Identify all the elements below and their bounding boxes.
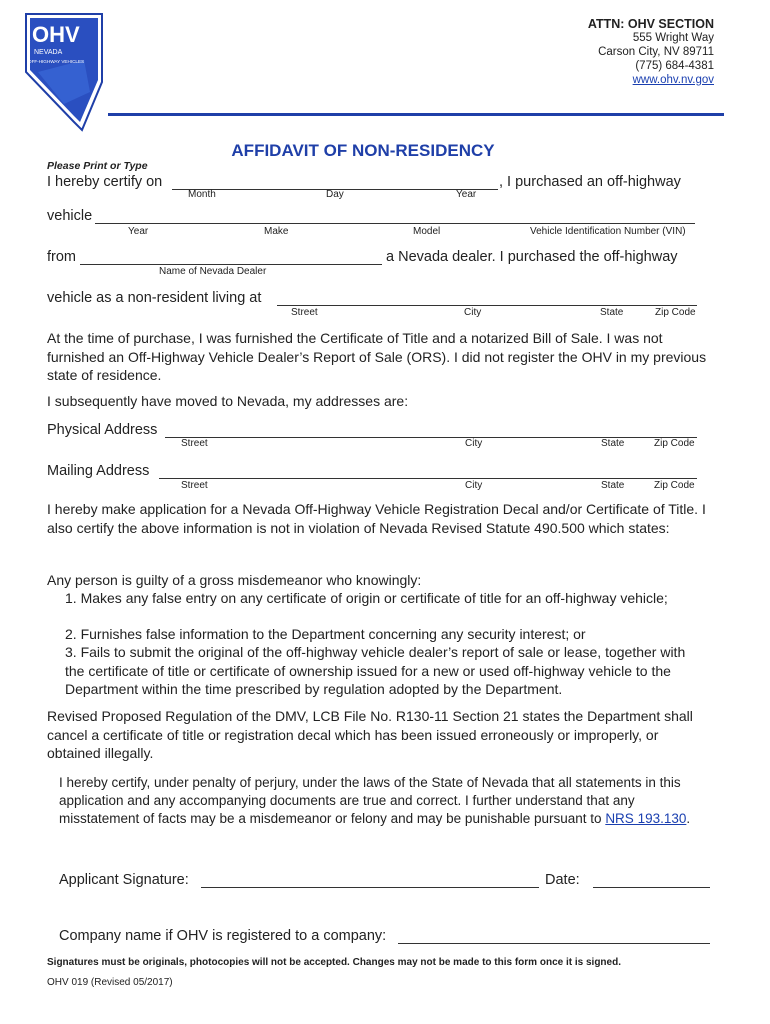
ohv-logo — [24, 12, 104, 134]
physical-street-label: Street — [181, 438, 208, 449]
website-link[interactable]: www.ohv.nv.gov — [632, 74, 714, 86]
purchase-paragraph: At the time of purchase, I was furnished the Certificate of Title and a notarized Bill of Sale. I was not furnished an Off-Highway Vehicle Dealer’s Report of Sale (ORS). I did not register the OHV in my previous state of residence. — [47, 330, 707, 383]
nonres-street-label: Street — [291, 307, 318, 318]
nrs-link[interactable]: NRS 193.130 — [605, 811, 687, 826]
footer-note: Signatures must be originals, photocopies will not be accepted. Changes may not be made to this form once it is signed. — [47, 957, 621, 968]
regulation-paragraph: Revised Proposed Regulation of the DMV, LCB File No. R130-11 Section 21 states the Department shall cancel a certificate of title or registration decal which has been issued erroneously or improperly, or obtained illegally. — [47, 708, 693, 761]
vehicle-year-label: Year — [128, 226, 149, 237]
dealer-name-field[interactable] — [80, 264, 382, 265]
mailing-zip-label: Zip Code — [654, 480, 695, 491]
nonres-prefix: vehicle as a non-resident living at — [47, 290, 262, 306]
mailing-street-label: Street — [181, 480, 208, 491]
svg-text:OFF-HIGHWAY VEHICLES: OFF-HIGHWAY VEHICLES — [28, 59, 85, 64]
vin-label: Vehicle Identification Number (VIN) — [530, 226, 686, 237]
statute-item-2: 2. Furnishes false information to the Department concerning any security interest; or — [65, 626, 586, 642]
signature-field[interactable] — [201, 887, 539, 888]
vehicle-prefix: vehicle — [47, 208, 93, 224]
physical-zip-label: Zip Code — [654, 438, 695, 449]
city-line: Carson City, NV 89711 — [598, 46, 714, 58]
moved-statement: I subsequently have moved to Nevada, my addresses are: — [47, 393, 409, 409]
physical-address-prefix: Physical Address — [47, 422, 158, 438]
statute-item-3: 3. Fails to submit the original of the off-highway vehicle dealer’s report of sale or lease, together with the certificate of title or certificate of ownership issued for a new or used off-highway vehicle to the Department within the time prescribed by regulation adopted by the Department. — [65, 644, 686, 697]
agency-address — [588, 17, 714, 87]
certify-prefix: I hereby certify on — [47, 174, 163, 190]
from-prefix: from — [47, 249, 76, 265]
page-title: AFFIDAVIT OF NON-RESIDENCY — [231, 141, 495, 160]
nonres-zip-label: Zip Code — [655, 307, 696, 318]
dealer-name-label: Name of Nevada Dealer — [159, 266, 267, 277]
nonres-state-label: State — [600, 307, 624, 318]
mailing-state-label: State — [601, 480, 625, 491]
year-label: Year — [456, 189, 477, 200]
statute-intro: Any person is guilty of a gross misdemeanor who knowingly: — [47, 572, 422, 588]
vehicle-field[interactable] — [95, 223, 695, 224]
date-field[interactable] — [593, 887, 710, 888]
svg-text:OHV: OHV — [32, 22, 80, 47]
attn-line: ATTN: OHV SECTION — [587, 17, 714, 31]
perjury-text: I hereby certify, under penalty of perjury, under the laws of the State of Nevada that all statements in this application and any accompanying documents are true and correct. I further understand that any misstatement of facts may be a misdemeanor or felony and may be punishable pursuant to — [59, 775, 681, 826]
vehicle-model-label: Model — [413, 226, 441, 237]
mailing-address-field[interactable] — [159, 478, 697, 479]
street-line: 555 Wright Way — [632, 32, 714, 44]
certify-suffix: , I purchased an off-highway — [499, 174, 681, 190]
physical-city-label: City — [465, 438, 483, 449]
physical-state-label: State — [601, 438, 625, 449]
from-suffix: a Nevada dealer. I purchased the off-highway — [386, 249, 678, 265]
form-id: OHV 019 (Revised 05/2017) — [47, 977, 173, 988]
vehicle-make-label: Make — [264, 226, 289, 237]
nonres-address-field[interactable] — [277, 305, 697, 306]
header-divider — [108, 113, 724, 116]
company-field[interactable] — [398, 943, 710, 944]
phone-line: (775) 684-4381 — [635, 60, 714, 72]
month-label: Month — [188, 189, 216, 200]
nonres-city-label: City — [464, 307, 482, 318]
statute-item-1: 1. Makes any false entry on any certificate of origin or certificate of title for an off-highway vehicle; — [65, 590, 668, 606]
date-label: Date: — [545, 872, 580, 888]
mailing-address-prefix: Mailing Address — [47, 463, 150, 479]
company-label: Company name if OHV is registered to a company: — [59, 928, 387, 944]
mailing-city-label: City — [465, 480, 483, 491]
svg-text:NEVADA: NEVADA — [34, 49, 63, 56]
perjury-paragraph: I hereby certify, under penalty of perjury, under the laws of the State of Nevada that all statements in this application and any accompanying documents are true and correct. I further understand that any misstatement of facts may be a misdemeanor or felony and may be punishable pursuant to NRS 193.130. — [59, 775, 691, 826]
application-paragraph: I hereby make application for a Nevada Off-Highway Vehicle Registration Decal and/or Certificate of Title. I also certify the above information is not in violation of Nevada Revised Statute 490.500 which states: — [47, 501, 706, 536]
day-label: Day — [326, 189, 344, 200]
print-note: Please Print or Type — [47, 160, 148, 172]
signature-label: Applicant Signature: — [59, 872, 189, 888]
